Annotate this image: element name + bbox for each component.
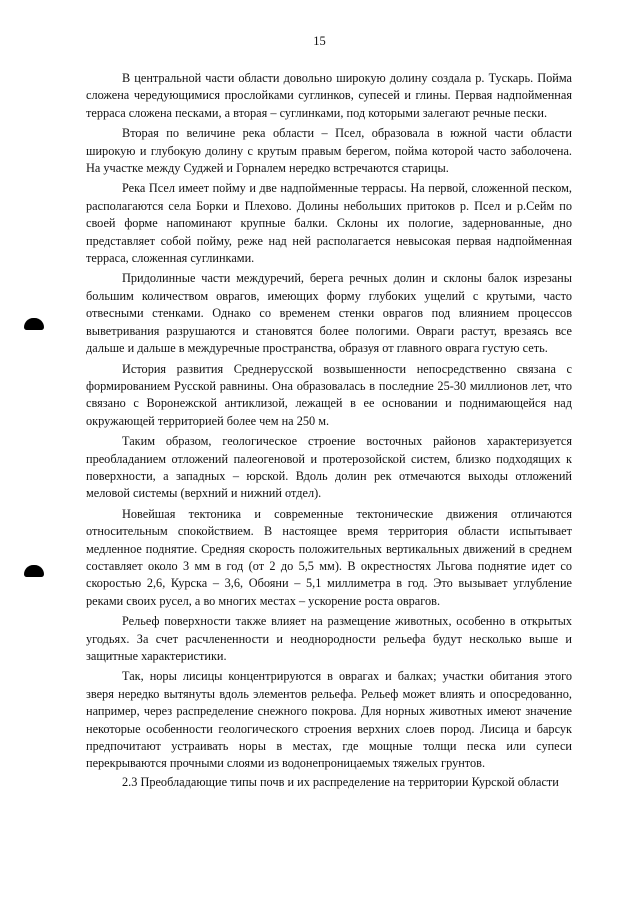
paragraph: История развития Среднерусской возвышенности непосредственно связана с формированием Русской равнины. Она образовалась в последние 25-30 миллионов лет, что связано с Воронежской антиклизой, лежащей в ее основании и поднимающейся над окружающей территорией более чем на 250 м. [86, 361, 572, 428]
paragraph: Новейшая тектоника и современные тектонические движения отличаются относительным спокойствием. В настоящее время территория области испытывает медленное поднятие. Средняя скорость положительных вертикальных движений в среднем составляет около 3 мм в год (от 2 до 5,5 мм). В окрестностях Льгова поднятие идет со скоростью 2,6, Курска – 3,6, Обояни – 5,1 миллиметра в год. Это вызывает углубление реками своих русел, а во многих местах – ускорение роста оврагов. [86, 506, 572, 608]
paragraph: Река Псел имеет пойму и две надпойменные террасы. На первой, сложенной песком, располагаются села Борки и Плехово. Долины небольших притоков р. Псел и р.Сейм по своей форме напоминают крупные балки. Склоны их пологие, задернованные, дно представляет собой пойму, реже над ней располагается невысокая первая надпойменная терраса, сложенная суглинками. [86, 181, 572, 266]
paragraph: Рельеф поверхности также влияет на размещение животных, особенно в открытых угодьях. За счет расчлененности и неоднородности рельефа будут несколько выше и защитные характеристики. [86, 614, 572, 663]
section-heading: 2.3 Преобладающие типы почв и их распределение на территории Курской области [122, 774, 559, 789]
page-number: 15 [313, 34, 326, 48]
paragraph: Вторая по величине река области – Псел, образовала в южной части области широкую и глубокую долину с крутым правым берегом, пойма которой часто заболочена. На участке между Суджей и Горналем нередко встречаются старицы. [86, 126, 572, 176]
paragraph: Так, норы лисицы концентрируются в оврагах и балках; участки обитания этого зверя нередко вытянуты вдоль элементов рельефа. Рельеф может влиять и опосредованно, например, через распределение снежного покрова. Для норных животных имеют значение некоторые особенности геологического строения верхних слоев пород. Лисица и барсук предпочитают устраивать норы в местах, где мощные толщи песка или супеси перекрываются прочными слоями из водонепроницаемых тяжелых грунтов. [86, 669, 572, 771]
binder-hole-mark [24, 318, 44, 330]
paragraph: Таким образом, геологическое строение восточных районов характеризуется преобладанием отложений палеогеновой и протерозойской систем, близко подходящих к поверхности, а западных – юрской. Вдоль долин рек отмечаются выходы отложений меловой системы (верхний и нижний отдел). [86, 434, 572, 501]
binder-hole-mark [24, 565, 44, 577]
paragraph: В центральной части области довольно широкую долину создала р. Тускарь. Пойма сложена чередующимися прослойками суглинков, супесей и глины. Первая надпойменная терраса сложена песками, а вторая – суглинками, под которыми залегают речные пески. [86, 71, 572, 120]
page-body [86, 70, 572, 794]
paragraph: Придолинные части междуречий, берега речных долин и склоны балок изрезаны большим количеством оврагов, имеющих форму глубоких ущелий с крутыми, часто отвесными стенками. Однако со временем стенки оврагов под влиянием процессов выветривания разрушаются и становятся более пологими. Овраги растут, врезаясь все дальше и дальше в междуречные пространства, образуя от главного оврага густую сеть. [86, 271, 572, 356]
